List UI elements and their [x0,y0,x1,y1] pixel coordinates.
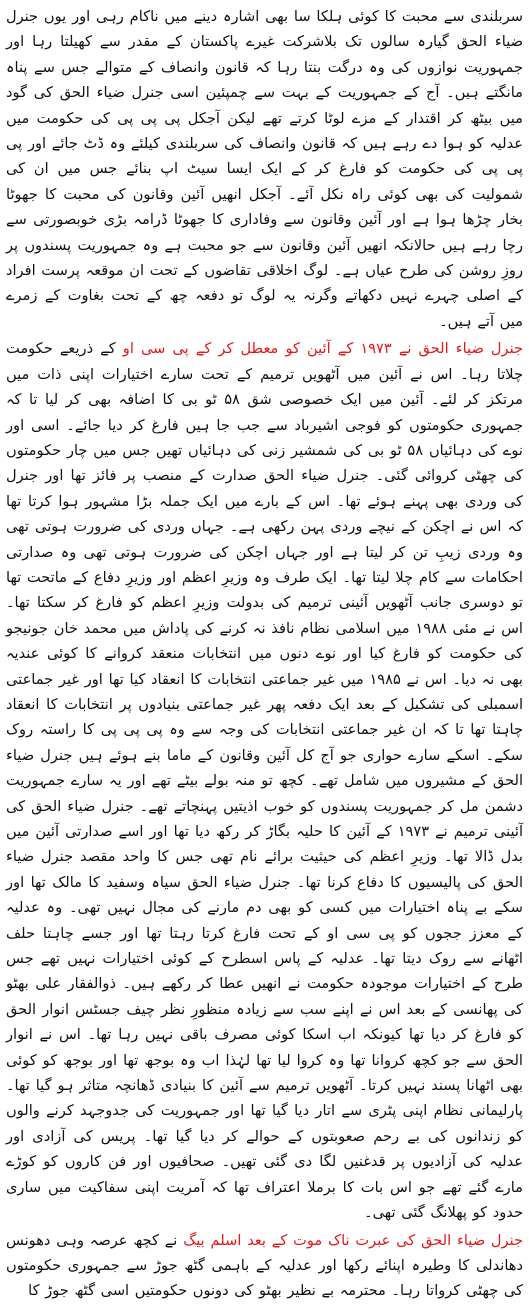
paragraph-2-text: کے ذریعے حکومت چلاتا رہا۔ اس نے آئین میں آٹھویں ترمیم کے تحت سارے اختیارات اپنی ذات میں مرتکز کر لئے۔ آئین میں ایک خصوصی شق ۵۸ ٹو بی کا اضافہ بھی کر لیا تا کہ جمہوری حکومتوں کو فوجی اشیرباد سے جب جا ہیں فارغ کر دیا جائے۔ اسی اور نوے کی دہائیاں ۵۸ ٹو بی کی شمشیر زنی کی دہائیاں تھیں جس میں چار حکومتوں کی چھٹی کروائی گئی۔ جنرل ضیاء الحق صدارت کے منصب پر فائز تھا اور جنرل کی وردی بھی پہنے ہوئے تھا۔ اس کے بارے میں ایک جملہ بڑا مشہور ہوا کرتا تھا کہ اس نے اچکن کے نیچے وردی پہن رکھی ہے۔ جہاں وردی کی ضرورت ہوتی تھی وہ وردی زیبِ تن کر لیتا ہے اور جہاں اچکن کی ضرورت ہوتی تھی وہ صدارتی احکامات سے کام چلا لیتا تھا۔ ایک طرف وہ وزیرِ اعظم اور وزیرِ دفاع کے ماتحت تھا تو دوسری جانب آٹھویں آئینی ترمیم کی بدولت وزیرِ اعظم کو فارغ کر سکتا تھا۔ اس نے مئی ۱۹۸۸ میں اسلامی نظام نافذ نہ کرنے کی پاداش میں محمد خان جونیجو کی حکومت کو فارغ کیا اور نوے دنوں میں انتخابات منعقد کروانے کا کوئی عندیہ بھی نہ دیا۔ اس نے ۱۹۸۵ میں غیر جماعتی انتخابات کا انعقاد کیا تھا اور غیر جماعتی اسمبلی کی تشکیل کے بعد ایک دفعہ پھر غیر جماعتی بنیادوں پر انتخابات کا انعقاد چاہتا تھا تا کہ ان غیر جماعتی انتخابات کی وجہ سے وہ پی پی پی کا راستہ روک سکے۔ اسکے سارے حواری جو آج کل آئین وقانون کے ماما بنے ہوئے ہیں جنرل ضیاء الحق کے مشیروں میں شامل تھے۔ کچھ تو منہ بولے بیٹے تھے اور یہ سارے جمہوریت دشمن مل کر جمہوریت پسندوں کو خوب اذیتیں پہنچاتے تھے۔ جنرل ضیاء الحق کی آئینی ترمیم نے ۱۹۷۳ کے آئین کا حلیہ بگاڑ کر رکھ دیا تھا اور اسے صدارتی آئین میں بدل ڈالا تھا۔ وزیرِ اعظم کی حیثیت برائے نام تھی جس کا واحد مقصد جنرل ضیاء الحق کی پالیسیوں کا دفاع کرنا تھا۔ جنرل ضیاء الحق سیاہ وسفید کا مالک تھا اور سکے بے پناہ اختیارات میں کسی کو بھی دم مارنے کی مجال نہیں تھی۔ وہ عدلیہ کے معزز ججوں کو پی سی او کے تحت فارغ کرتا رہتا تھا اور جسے چاہتا حلف اٹھانے سے روک دیتا تھا۔ عدلیہ کے پاس اسطرح کے کوئی اختیارات نہیں تھے جس طرح کے اختیارات موجودہ حکومت نے انھیں عطا کر رکھے ہیں۔ ذوالفقار علی بھٹو کی پھانسی کے بعد اس نے اپنے سب سے زیادہ منظورِ نظر چیف جسٹس انوار الحق کو فارغ کر دیا تھا کیونکہ اب اسکا کوئی مصرف باقی نہیں رہا تھا۔ اس نے انوار الحق سے جو کچھ کروانا تھا وہ کروا لیا تھا لہٰذا اب وہ بوجھ تھا اور بوجھ کو کوئی بھی اٹھانا پسند نہیں کرتا۔ آٹھویں ترمیم سے آئین کا بنیادی ڈھانچہ متاثر ہو گیا تھا۔ پارلیمانی نظام اپنی پٹری سے اتار دیا گیا تھا اور جمہوریت کی جدوجہد کرنے والوں کو زندانوں کی بے رحم صعوبتوں کے حوالے کر دیا گیا تھا۔ پریس کی آزادی اور عدلیہ کی آزادیوں پر قدغنیں لگا دی گئی تھیں۔ صحافیوں اور فن کاروں کو کوڑے مارے گئے تھے جو اس بات کا برملا اعتراف تھا کہ آمریت اپنی سفاکیت میں ساری حدود کو پھلانگ گئی تھی۔ [6,340,523,1222]
article-paragraph-2 [6,336,523,1225]
paragraph-2-highlight: جنرل ضیاء الحق نے ۱۹۷۳ کے آئین کو معطل کر کے پی سی او [122,340,524,358]
article-paragraph-3 [6,1228,523,1304]
paragraph-3-highlight: جنرل ضیاء الحق کی عبرت ناک موت کے بعد اسلم بیگ [183,1231,524,1249]
paragraph-3-text: نے کچھ عرصہ وہی دھونس دھاندلی کا وطیرہ اپنائے رکھا اور عدلیہ کے باہمی گٹھ جوڑ سے جمہوری حکومتوں کی چھٹی کرواتا رہا۔ محترمہ بے نظیر بھٹو کی دونوں حکومتیں اسی گٹھ جوڑ کا [6,1231,523,1300]
paragraph-1-text: سربلندی سے محبت کا کوئی ہلکا سا بھی اشارہ دینے میں ناکام رہی اور یوں جنرل ضیاء الحق گیارہ سالوں تک بلاشرکت غیرے پاکستان کے مقدر سے کھیلتا رہا اور جمہوریت نوازوں کی وہ درگت بنتا رہا کہ قانون وانصاف کے متوالے جس سے پناہ مانگتے ہیں۔ آج کے جمہوریت کے بہت سے چمپئین اسی جنرل ضیاء الحق کی گود میں بیٹھ کر اقتدار کے مزے لوٹا کرتے تھے لیکن آجکل پی پی پی کی حکومت میں عدلیہ کو ہوا دے رہے ہیں کہ قانون وانصاف کی سربلندی کیلئے وہ ڈٹ جائے اور پی پی پی کی حکومت کو فارغ کر کے ایک ایسا سیٹ اپ بنائے جس میں ان کی شمولیت کی بھی کوئی راہ نکل آئے۔ آجکل انھیں آئین وقانون کی محبت کا جھوٹا بخار چڑھا ہوا ہے اور آئین وقانون سے وفاداری کا جھوٹا ڈرامہ بڑی خوبصورتی سے رچا رہے ہیں حالانکہ انھیں آئین وقانون سے جو محبت ہے وہ جمہوریت پسندوں پر روزِ روشن کی طرح عیاں ہے۔ لوگ اخلاقی تقاضوں کے تحت ان موقعہ پرست افراد کے اصلی چہرے نہیں دکھاتے وگرنہ یہ لوگ تو دفعہ چھ کے تحت بغاوت کے زمرے میں آتے ہیں۔ [6,8,523,330]
article-paragraph-1 [6,4,523,334]
